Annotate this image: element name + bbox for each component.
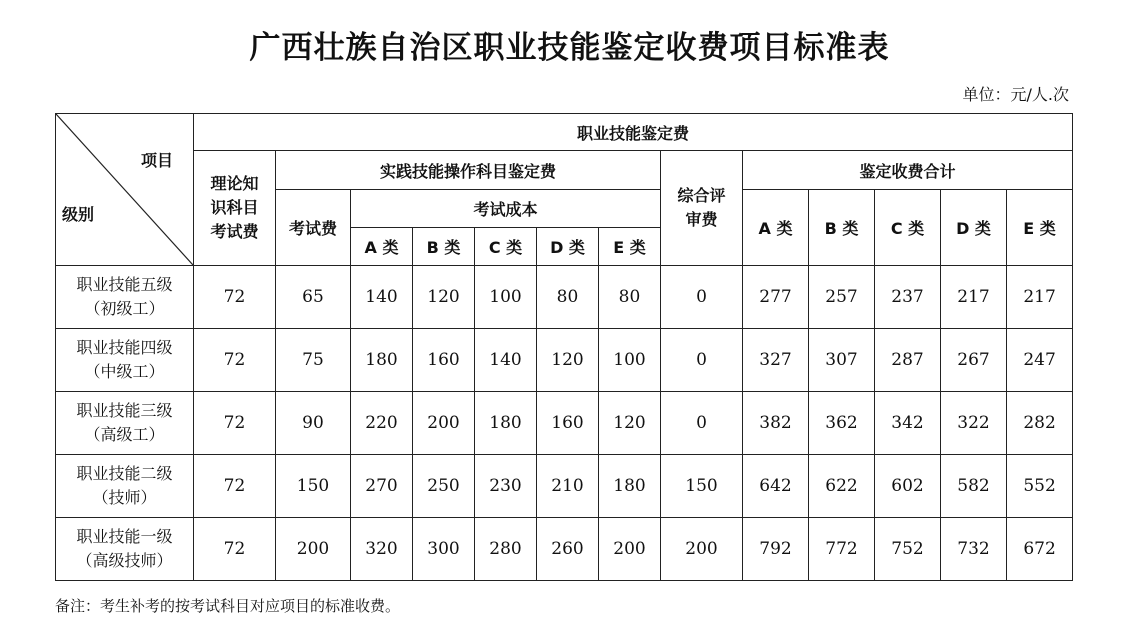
cost-cell: 100 (475, 266, 537, 329)
level-cell: 职业技能一级 （高级技师） (56, 518, 194, 581)
fee-table (55, 113, 1073, 581)
review-fee-cell: 0 (661, 329, 743, 392)
theory-header: 理论知识科目考试费 (194, 151, 276, 266)
level-cell: 职业技能三级 （高级工） (56, 392, 194, 455)
total-cell: 362 (809, 392, 875, 455)
exam-fee-cell: 150 (276, 455, 351, 518)
cost-cell: 180 (475, 392, 537, 455)
total-cell: 327 (743, 329, 809, 392)
cost-cell: 210 (537, 455, 599, 518)
total-cell: 247 (1007, 329, 1073, 392)
cost-cell: 260 (537, 518, 599, 581)
table-row (56, 392, 1073, 455)
cost-class-d-header: D 类 (537, 228, 599, 266)
corner-header (56, 114, 194, 266)
review-fee-cell: 200 (661, 518, 743, 581)
cost-cell: 80 (599, 266, 661, 329)
total-cell: 792 (743, 518, 809, 581)
total-cell: 307 (809, 329, 875, 392)
cost-cell: 300 (413, 518, 475, 581)
cost-cell: 100 (599, 329, 661, 392)
cost-class-b-header: B 类 (413, 228, 475, 266)
review-fee-cell: 0 (661, 266, 743, 329)
total-cell: 267 (941, 329, 1007, 392)
exam-fee-header: 考试费 (276, 190, 351, 266)
review-fee-cell: 150 (661, 455, 743, 518)
total-cell: 287 (875, 329, 941, 392)
total-cell: 257 (809, 266, 875, 329)
total-class-b-header: B 类 (809, 190, 875, 266)
theory-cell: 72 (194, 266, 276, 329)
exam-fee-cell: 90 (276, 392, 351, 455)
level-cell: 职业技能四级 （中级工） (56, 329, 194, 392)
table-row (56, 266, 1073, 329)
exam-fee-cell: 75 (276, 329, 351, 392)
practice-group-header: 实践技能操作科目鉴定费 (276, 151, 661, 190)
cost-cell: 320 (351, 518, 413, 581)
main-group-header: 职业技能鉴定费 (194, 114, 1073, 151)
theory-cell: 72 (194, 455, 276, 518)
total-cell: 217 (941, 266, 1007, 329)
level-cell: 职业技能五级 （初级工） (56, 266, 194, 329)
corner-level-label: 级别 (62, 205, 95, 224)
cost-class-c-header: C 类 (475, 228, 537, 266)
cost-cell: 120 (413, 266, 475, 329)
cost-cell: 80 (537, 266, 599, 329)
cost-cell: 220 (351, 392, 413, 455)
review-fee-header: 综合评审费 (661, 151, 743, 266)
unit-label: 单位：元/人.次 (962, 85, 1069, 104)
level-cell: 职业技能二级 （技师） (56, 455, 194, 518)
total-cell: 772 (809, 518, 875, 581)
theory-cell: 72 (194, 392, 276, 455)
cost-cell: 160 (413, 329, 475, 392)
cost-cell: 120 (537, 329, 599, 392)
total-class-a-header: A 类 (743, 190, 809, 266)
total-class-e-header: E 类 (1007, 190, 1073, 266)
cost-cell: 140 (475, 329, 537, 392)
cost-cell: 200 (413, 392, 475, 455)
exam-fee-cell: 65 (276, 266, 351, 329)
theory-cell: 72 (194, 518, 276, 581)
total-cell: 382 (743, 392, 809, 455)
diagonal-divider (56, 114, 193, 265)
cost-cell: 180 (351, 329, 413, 392)
page-title: 广西壮族自治区职业技能鉴定收费项目标准表 (249, 30, 890, 66)
total-cell: 277 (743, 266, 809, 329)
review-fee-cell: 0 (661, 392, 743, 455)
corner-item-label: 项目 (140, 151, 173, 170)
cost-cell: 270 (351, 455, 413, 518)
theory-cell: 72 (194, 329, 276, 392)
total-class-d-header: D 类 (941, 190, 1007, 266)
cost-cell: 120 (599, 392, 661, 455)
total-cell: 237 (875, 266, 941, 329)
cost-class-e-header: E 类 (599, 228, 661, 266)
total-cell: 582 (941, 455, 1007, 518)
table-row (56, 329, 1073, 392)
total-cell: 672 (1007, 518, 1073, 581)
cost-cell: 180 (599, 455, 661, 518)
total-cell: 732 (941, 518, 1007, 581)
table-row (56, 518, 1073, 581)
total-cell: 602 (875, 455, 941, 518)
total-cell: 552 (1007, 455, 1073, 518)
cost-cell: 140 (351, 266, 413, 329)
total-cell: 642 (743, 455, 809, 518)
total-cell: 217 (1007, 266, 1073, 329)
total-cell: 752 (875, 518, 941, 581)
cost-cell: 160 (537, 392, 599, 455)
total-cell: 322 (941, 392, 1007, 455)
exam-cost-header: 考试成本 (351, 190, 661, 228)
total-class-c-header: C 类 (875, 190, 941, 266)
table-row (56, 455, 1073, 518)
cost-class-a-header: A 类 (351, 228, 413, 266)
total-cell: 282 (1007, 392, 1073, 455)
footnote: 备注：考生补考的按考试科目对应项目的标准收费。 (55, 597, 401, 615)
exam-fee-cell: 200 (276, 518, 351, 581)
total-cell: 622 (809, 455, 875, 518)
total-group-header: 鉴定收费合计 (743, 151, 1073, 190)
cost-cell: 280 (475, 518, 537, 581)
cost-cell: 230 (475, 455, 537, 518)
total-cell: 342 (875, 392, 941, 455)
cost-cell: 250 (413, 455, 475, 518)
cost-cell: 200 (599, 518, 661, 581)
